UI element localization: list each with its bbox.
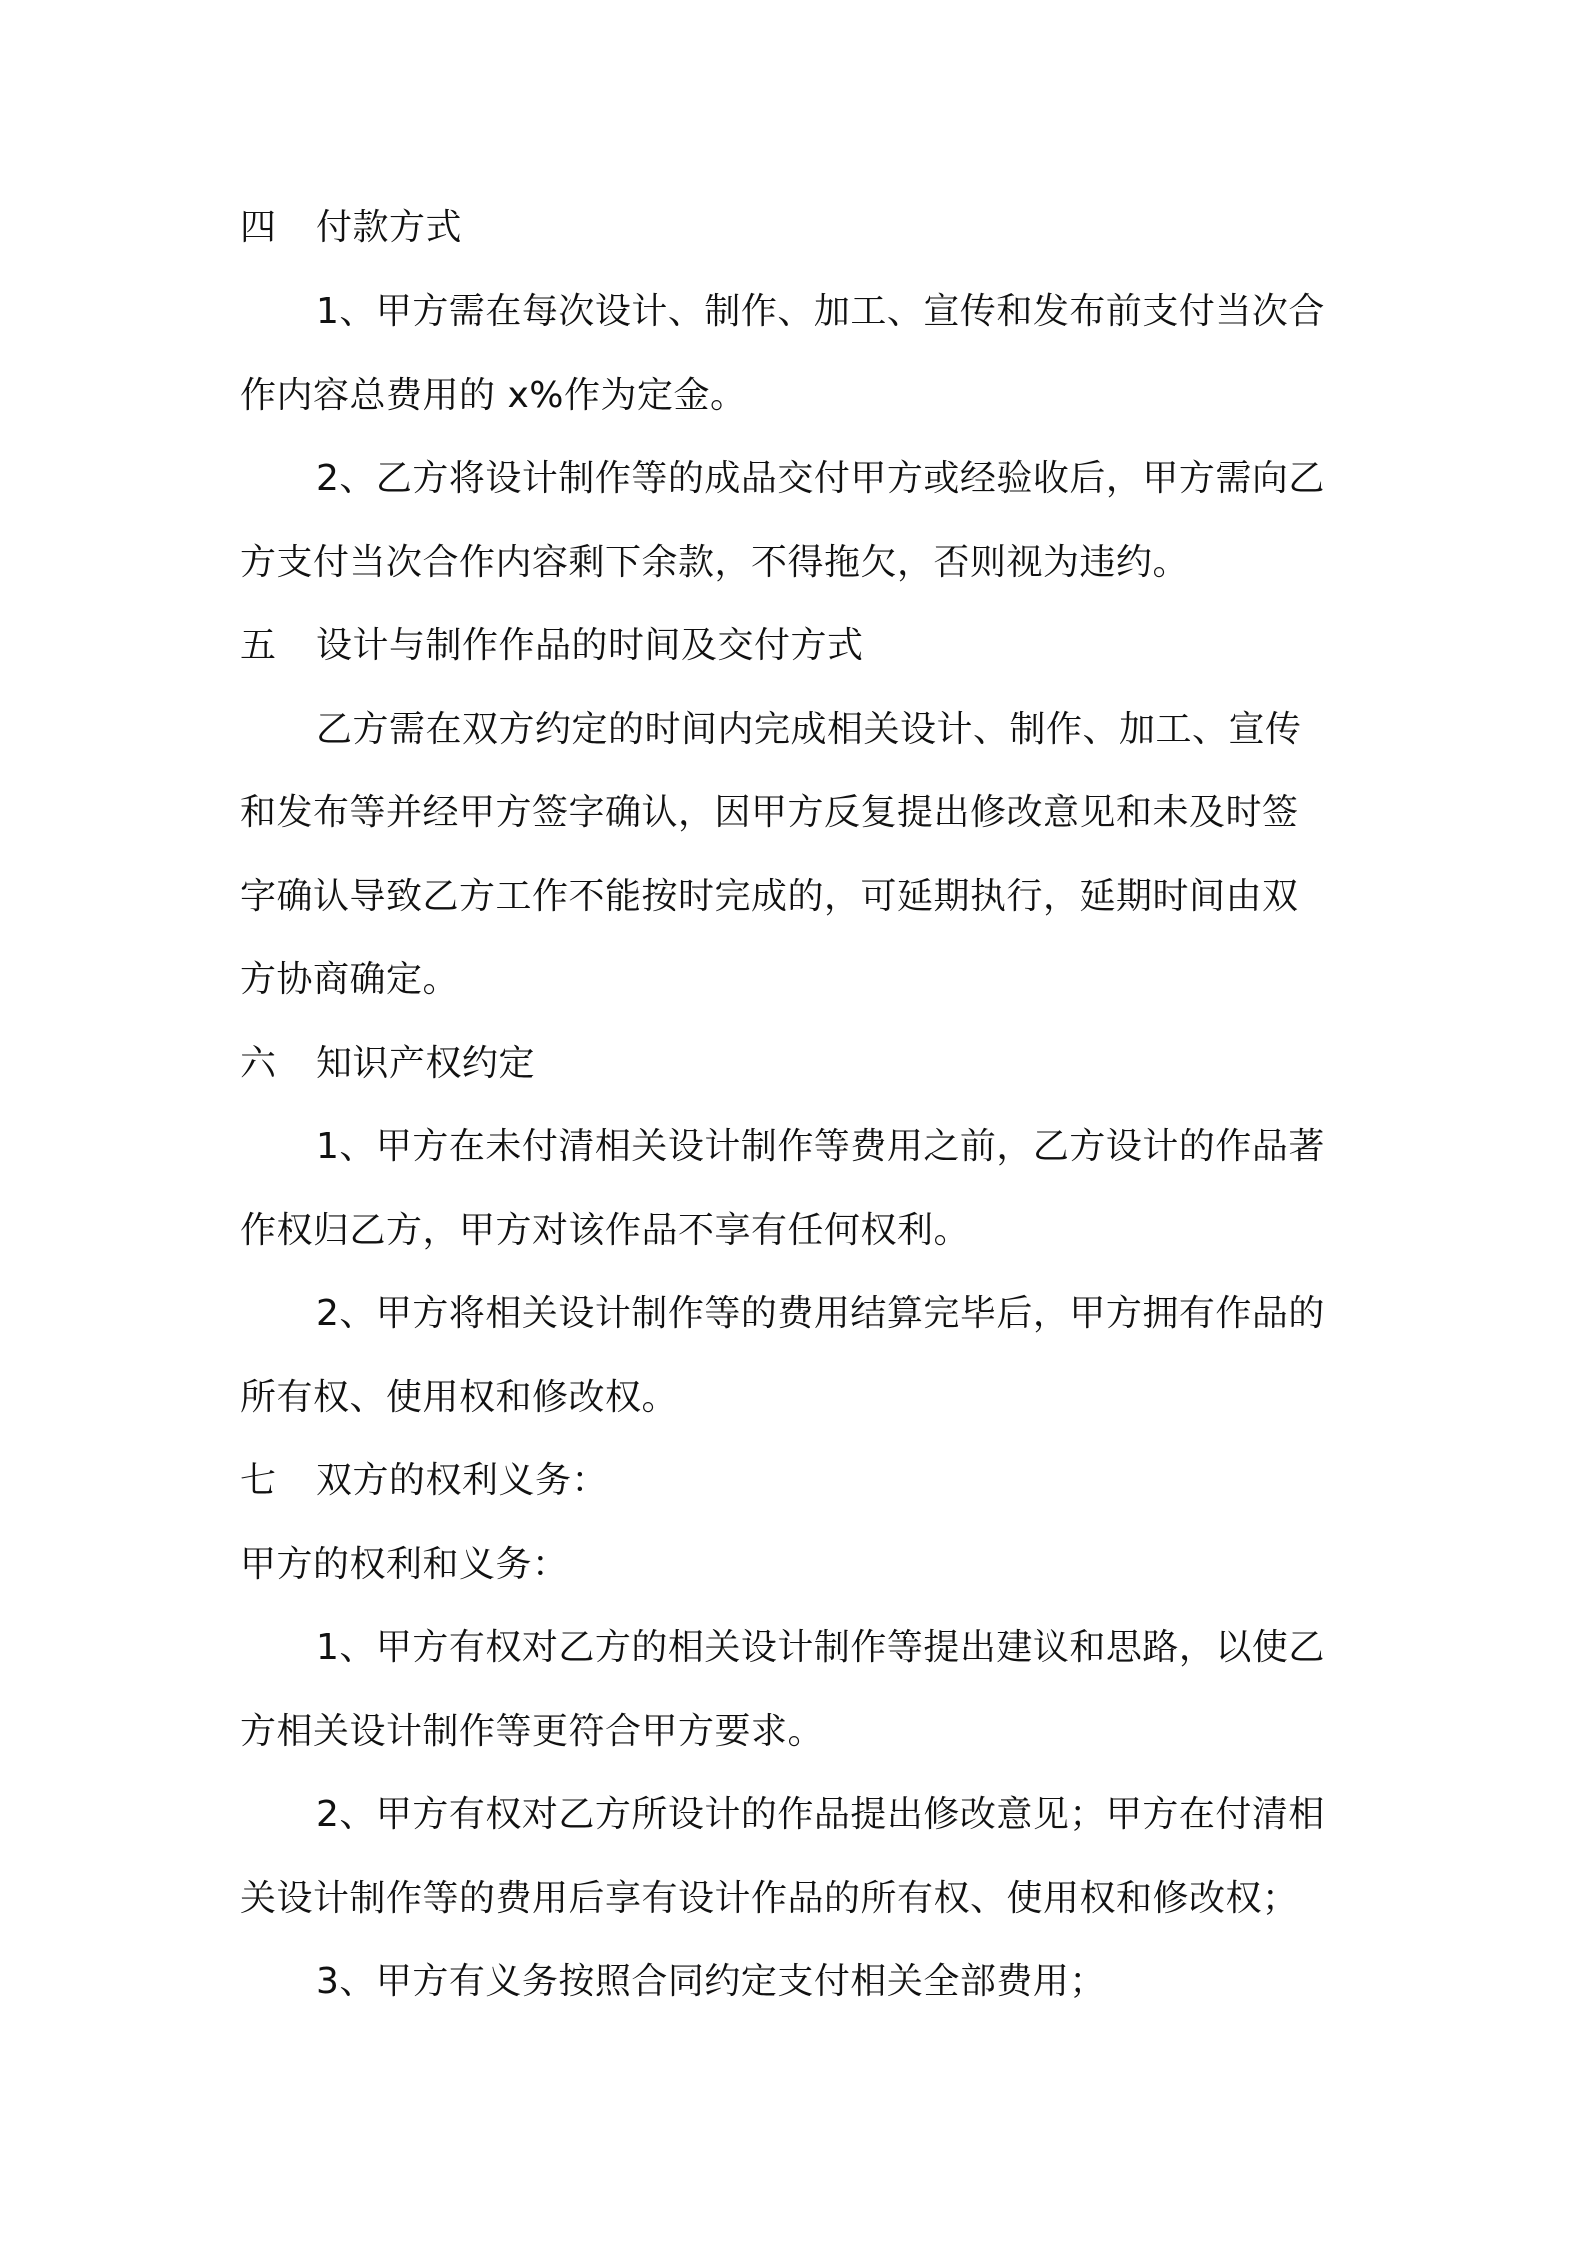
- paragraph-line: 关设计制作等的费用后享有设计作品的所有权、使用权和修改权；: [240, 1878, 1299, 1919]
- paragraph-line: 1、甲方需在每次设计、制作、加工、宣传和发布前支付当次合: [316, 291, 1325, 332]
- section-title: 知识产权约定: [316, 1043, 536, 1084]
- section-number: 五: [240, 625, 277, 666]
- paragraph-line: 方相关设计制作等更符合甲方要求。: [240, 1711, 825, 1752]
- paragraph-line: 2、甲方有权对乙方所设计的作品提出修改意见；甲方在付清相: [316, 1794, 1325, 1835]
- section-heading-7: [240, 1457, 1360, 1505]
- paragraph-line: 乙方需在双方约定的时间内完成相关设计、制作、加工、宣传: [316, 709, 1302, 750]
- paragraph-line: 2、乙方将设计制作等的成品交付甲方或经验收后，甲方需向乙: [316, 458, 1325, 499]
- section-title: 双方的权利义务：: [316, 1460, 609, 1501]
- paragraph-line: 所有权、使用权和修改权。: [240, 1377, 679, 1418]
- paragraph-line: 方支付当次合作内容剩下余款，不得拖欠，否则视为违约。: [240, 542, 1190, 583]
- paragraph-line: 字确认导致乙方工作不能按时完成的，可延期执行，延期时间由双: [240, 876, 1299, 917]
- section-heading-4: [240, 204, 1360, 252]
- paragraph-line: 作内容总费用的 x%作为定金。: [240, 375, 747, 416]
- section-number: 六: [240, 1043, 277, 1084]
- paragraph-line: 和发布等并经甲方签字确认，因甲方反复提出修改意见和未及时签: [240, 792, 1299, 833]
- paragraph-line: 作权归乙方，甲方对该作品不享有任何权利。: [240, 1210, 971, 1251]
- paragraph-line: 3、甲方有义务按照合同约定支付相关全部费用；: [316, 1961, 1106, 2002]
- section-number: 七: [240, 1460, 277, 1501]
- section-heading-6: [240, 1040, 1360, 1088]
- section-title: 付款方式: [316, 207, 463, 248]
- paragraph-line: 1、甲方有权对乙方的相关设计制作等提出建议和思路，以使乙: [316, 1627, 1325, 1668]
- section-heading-5: [240, 622, 1360, 670]
- paragraph-line: 1、甲方在未付清相关设计制作等费用之前，乙方设计的作品著: [316, 1126, 1325, 1167]
- section-title: 设计与制作作品的时间及交付方式: [316, 625, 864, 666]
- paragraph-line: 方协商确定。: [240, 959, 460, 1000]
- subheading: 甲方的权利和义务：: [240, 1544, 569, 1585]
- paragraph-line: 2、甲方将相关设计制作等的费用结算完毕后，甲方拥有作品的: [316, 1293, 1325, 1334]
- section-number: 四: [240, 207, 277, 248]
